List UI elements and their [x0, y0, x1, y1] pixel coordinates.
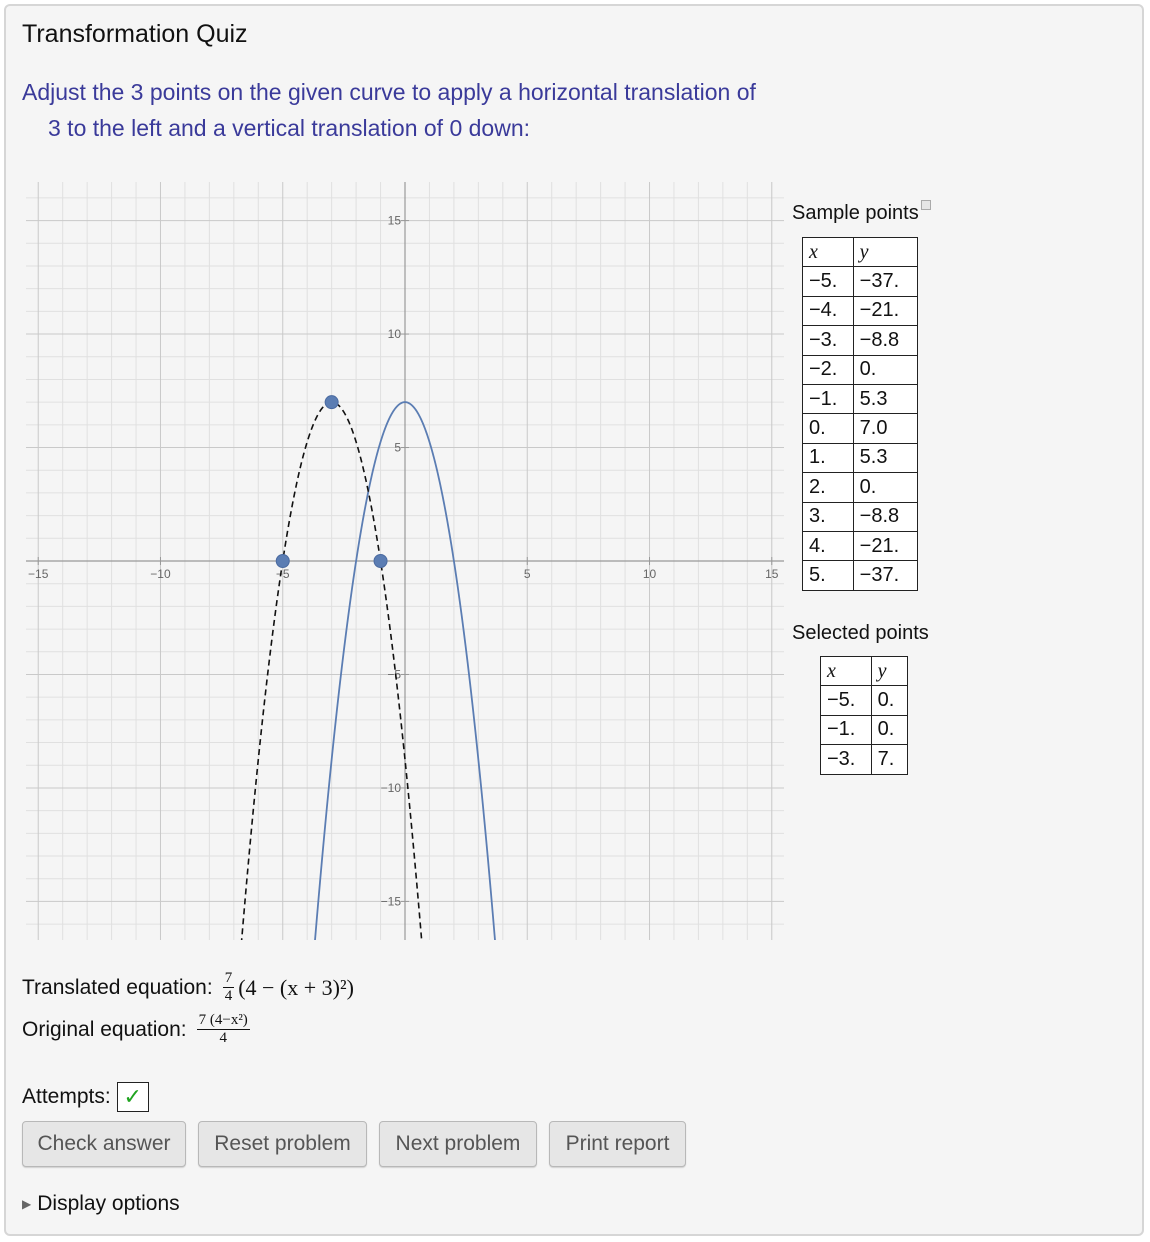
axes — [26, 182, 784, 940]
draggable-point[interactable] — [325, 396, 338, 409]
selected-points-label: Selected points — [792, 622, 929, 644]
selected-cell-y: 7. — [871, 745, 907, 774]
x-tick-label: −10 — [150, 567, 171, 581]
y-tick-label: 15 — [387, 213, 401, 228]
sample-row — [803, 531, 918, 560]
translated-frac-den: 4 — [224, 988, 233, 1004]
page-title: Transformation Quiz — [22, 20, 248, 48]
selected-cell-x: −5. — [821, 686, 872, 715]
translated-equation-label: Translated equation: — [22, 975, 213, 999]
original-frac-den: 4 — [219, 1030, 227, 1046]
sample-header-y: y — [853, 238, 917, 267]
triangle-right-icon: ▶ — [22, 1197, 32, 1212]
sample-cell-x: 2. — [803, 473, 854, 502]
sample-cell-y: 7.0 — [853, 414, 917, 443]
selected-cell-x: −3. — [821, 745, 872, 774]
original-equation-expression — [193, 1012, 254, 1047]
sample-cell-x: 3. — [803, 502, 854, 531]
sample-cell-y: 5.3 — [853, 443, 917, 472]
original-equation-label: Original equation: — [22, 1017, 187, 1041]
original-frac-num: 7 (4−x²) — [198, 1012, 248, 1028]
sample-cell-x: 5. — [803, 561, 854, 590]
sample-row — [803, 561, 918, 590]
check-answer-button[interactable]: Check answer — [22, 1121, 186, 1167]
selected-cell-x: −1. — [821, 715, 872, 744]
selected-header-x: x — [821, 657, 872, 686]
attempts — [22, 1082, 149, 1112]
translated-equation-expression — [219, 970, 354, 1005]
attempts-label: Attempts: — [22, 1085, 111, 1108]
sample-row — [803, 267, 918, 296]
selected-points-table — [820, 656, 908, 775]
sample-points-table — [802, 237, 918, 591]
sample-cell-y: −8.8 — [853, 326, 917, 355]
instruction-line-1: Adjust the 3 points on the given curve to apply a horizontal translation of — [22, 79, 756, 105]
sample-cell-x: −3. — [803, 326, 854, 355]
next-problem-button[interactable]: Next problem — [379, 1121, 537, 1167]
sample-cell-y: −37. — [853, 561, 917, 590]
sample-row — [803, 384, 918, 413]
display-options-label: Display options — [37, 1192, 180, 1215]
selected-row — [821, 686, 908, 715]
graph-plot[interactable] — [26, 182, 784, 940]
print-report-button[interactable]: Print report — [549, 1121, 686, 1167]
translated-fraction — [223, 970, 235, 1005]
sample-cell-y: −21. — [853, 296, 917, 325]
instruction-text — [22, 74, 812, 146]
translated-equation-body: (4 − (x + 3)²) — [238, 974, 354, 1000]
sample-row — [803, 355, 918, 384]
sample-points-label — [792, 202, 931, 225]
x-tick-label: 15 — [765, 567, 779, 581]
sample-cell-x: 4. — [803, 531, 854, 560]
sample-header-x: x — [803, 238, 854, 267]
sample-row — [803, 443, 918, 472]
sample-cell-x: 1. — [803, 443, 854, 472]
sample-cell-y: −21. — [853, 531, 917, 560]
translated-equation — [22, 970, 354, 1005]
sample-row — [803, 473, 918, 502]
sample-cell-y: −8.8 — [853, 502, 917, 531]
y-tick-label: −5 — [387, 667, 401, 682]
translated-frac-num: 7 — [224, 970, 233, 986]
sample-row — [803, 502, 918, 531]
sample-row — [803, 326, 918, 355]
selected-row — [821, 715, 908, 744]
original-fraction — [197, 1012, 250, 1047]
sample-points-label-text: Sample points — [792, 202, 919, 224]
sample-cell-y: 0. — [853, 473, 917, 502]
x-tick-label: −5 — [275, 567, 290, 581]
sample-cell-y: 5.3 — [853, 384, 917, 413]
x-tick-label: 5 — [523, 567, 531, 581]
y-tick-label: 5 — [394, 440, 401, 455]
expand-icon[interactable] — [921, 200, 931, 210]
sample-cell-x: −5. — [803, 267, 854, 296]
x-tick-label: 10 — [642, 567, 657, 581]
sample-cell-x: 0. — [803, 414, 854, 443]
sample-cell-y: −37. — [853, 267, 917, 296]
sample-row — [803, 414, 918, 443]
sample-cell-y: 0. — [853, 355, 917, 384]
sample-row — [803, 296, 918, 325]
draggable-point[interactable] — [276, 555, 289, 568]
draggable-point[interactable] — [374, 555, 387, 568]
selected-cell-y: 0. — [871, 686, 907, 715]
y-tick-label: −15 — [380, 894, 401, 909]
checkmark-icon: ✓ — [117, 1082, 149, 1112]
instruction-line-2: 3 to the left and a vertical translation of 0 down: — [48, 115, 531, 141]
selected-row — [821, 745, 908, 774]
sample-cell-x: −4. — [803, 296, 854, 325]
reset-problem-button[interactable]: Reset problem — [198, 1121, 367, 1167]
curves — [238, 402, 498, 940]
original-equation — [22, 1012, 254, 1047]
selected-header-y: y — [871, 657, 907, 686]
y-tick-label: 10 — [387, 327, 401, 342]
sample-cell-x: −1. — [803, 384, 854, 413]
sample-cell-x: −2. — [803, 355, 854, 384]
selected-cell-y: 0. — [871, 715, 907, 744]
x-tick-label: −15 — [28, 567, 49, 581]
display-options-toggle[interactable] — [22, 1192, 180, 1216]
y-tick-label: −10 — [380, 780, 401, 795]
